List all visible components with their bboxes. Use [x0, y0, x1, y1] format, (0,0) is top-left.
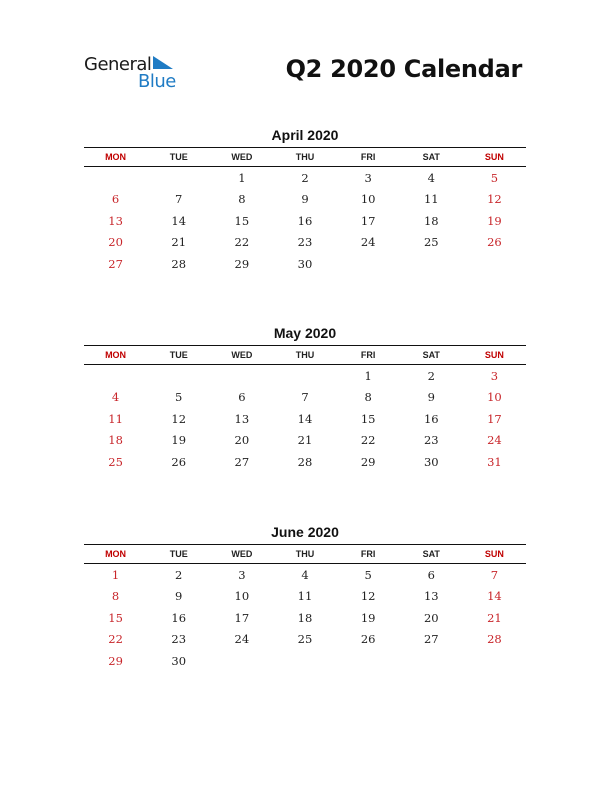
weekday-label: SUN	[484, 152, 504, 162]
day-cell: 30	[297, 256, 313, 271]
week-row	[84, 629, 526, 651]
day-cell: 2	[301, 170, 309, 185]
logo-triangle-icon	[153, 56, 173, 69]
day-grid	[84, 365, 526, 473]
day-cell: 11	[108, 411, 123, 426]
day-cell: 13	[423, 589, 439, 604]
day-cell: 16	[423, 411, 439, 426]
weekday-label: SUN	[484, 549, 504, 559]
weekday-label: FRI	[360, 549, 376, 559]
week-row	[84, 387, 526, 409]
day-cell: 12	[171, 411, 187, 426]
weekday-label: MON	[105, 549, 127, 559]
day-cell: 21	[171, 235, 187, 250]
day-cell: 10	[360, 192, 376, 207]
day-cell: 4	[301, 567, 309, 582]
day-cell: 25	[423, 235, 439, 250]
day-cell: 27	[234, 454, 250, 469]
weekday-label: THU	[295, 350, 315, 360]
logo	[84, 54, 179, 92]
day-cell: 18	[108, 433, 123, 448]
day-cell: 26	[171, 454, 187, 469]
day-cell: 5	[490, 170, 499, 185]
day-cell: 25	[108, 454, 123, 469]
day-cell: 13	[108, 213, 123, 228]
week-row	[84, 650, 526, 672]
weekday-label: TUE	[169, 152, 188, 162]
day-cell: 31	[487, 454, 502, 469]
weekday-label: SAT	[422, 549, 440, 559]
day-cell: 14	[487, 589, 502, 604]
weekday-label: SUN	[484, 350, 504, 360]
day-cell: 12	[360, 589, 376, 604]
logo-text-blue: Blue	[138, 71, 176, 92]
day-cell: 29	[360, 454, 376, 469]
day-cell: 3	[238, 567, 246, 582]
day-cell: 7	[490, 567, 499, 582]
day-cell: 13	[234, 411, 250, 426]
day-cell: 15	[360, 411, 376, 426]
day-cell: 2	[175, 567, 183, 582]
weekday-label: WED	[231, 152, 253, 162]
weekday-label: SAT	[422, 152, 440, 162]
day-cell: 11	[423, 192, 439, 207]
day-cell: 7	[175, 192, 183, 207]
month-block	[84, 521, 526, 672]
weekday-header	[84, 147, 526, 167]
day-cell: 29	[108, 653, 123, 668]
day-cell: 10	[487, 390, 502, 405]
day-cell: 26	[487, 235, 502, 250]
day-cell: 8	[111, 589, 120, 604]
day-cell: 14	[297, 411, 313, 426]
day-cell: 27	[108, 256, 123, 271]
day-cell: 19	[360, 610, 376, 625]
weekday-label: FRI	[360, 350, 376, 360]
day-cell: 1	[111, 567, 120, 582]
day-cell: 24	[234, 632, 250, 647]
day-grid	[84, 564, 526, 672]
day-cell: 23	[171, 632, 187, 647]
day-cell: 1	[238, 170, 246, 185]
day-cell: 15	[234, 213, 250, 228]
weekday-label: TUE	[169, 549, 188, 559]
day-cell: 16	[171, 610, 187, 625]
weekday-label: WED	[231, 350, 253, 360]
day-cell: 3	[364, 170, 372, 185]
weekday-header	[84, 345, 526, 365]
month-title: June 2020	[271, 524, 339, 540]
day-cell: 28	[297, 454, 313, 469]
day-cell: 4	[427, 170, 435, 185]
week-row	[84, 232, 526, 254]
weekday-label: MON	[105, 152, 127, 162]
weekday-label: WED	[231, 549, 253, 559]
day-cell: 8	[238, 192, 246, 207]
day-cell: 14	[171, 213, 187, 228]
day-grid	[84, 167, 526, 275]
week-row	[84, 451, 526, 473]
weekday-label: THU	[295, 152, 315, 162]
weekday-label: TUE	[169, 350, 188, 360]
week-row	[84, 564, 526, 586]
day-cell: 26	[360, 632, 376, 647]
day-cell: 22	[234, 235, 250, 250]
day-cell: 20	[234, 433, 250, 448]
day-cell: 28	[487, 632, 502, 647]
day-cell: 18	[423, 213, 439, 228]
day-cell: 27	[423, 632, 439, 647]
day-cell: 24	[360, 235, 376, 250]
day-cell: 5	[364, 567, 372, 582]
weekday-label: SAT	[422, 350, 440, 360]
page-title: Q2 2020 Calendar	[285, 55, 522, 83]
month-title: April 2020	[271, 127, 339, 143]
day-cell: 22	[108, 632, 123, 647]
day-cell: 9	[175, 589, 183, 604]
day-cell: 25	[297, 632, 313, 647]
day-cell: 17	[487, 411, 502, 426]
day-cell: 20	[108, 235, 123, 250]
day-cell: 7	[301, 390, 309, 405]
day-cell: 28	[171, 256, 187, 271]
weekday-label: THU	[295, 549, 315, 559]
day-cell: 11	[297, 589, 313, 604]
week-row	[84, 253, 526, 275]
day-cell: 6	[238, 390, 246, 405]
month-title: May 2020	[273, 325, 337, 341]
day-cell: 6	[111, 192, 120, 207]
day-cell: 22	[360, 433, 376, 448]
day-cell: 21	[297, 433, 313, 448]
day-cell: 17	[360, 213, 376, 228]
day-cell: 10	[234, 589, 250, 604]
day-cell: 1	[364, 368, 372, 383]
weekday-header	[84, 544, 526, 564]
week-row	[84, 210, 526, 232]
day-cell: 12	[487, 192, 502, 207]
day-cell: 24	[487, 433, 502, 448]
week-row	[84, 586, 526, 608]
day-cell: 9	[301, 192, 309, 207]
logo-text-general: General	[84, 54, 152, 75]
day-cell: 6	[427, 567, 435, 582]
week-row	[84, 430, 526, 452]
day-cell: 2	[427, 368, 435, 383]
day-cell: 19	[487, 213, 502, 228]
day-cell: 23	[297, 235, 313, 250]
day-cell: 3	[490, 368, 499, 383]
week-row	[84, 607, 526, 629]
day-cell: 4	[111, 390, 120, 405]
day-cell: 21	[487, 610, 502, 625]
day-cell: 16	[297, 213, 313, 228]
day-cell: 20	[423, 610, 439, 625]
day-cell: 30	[423, 454, 439, 469]
day-cell: 29	[234, 256, 250, 271]
weekday-label: FRI	[360, 152, 376, 162]
week-row	[84, 365, 526, 387]
week-row	[84, 189, 526, 211]
day-cell: 18	[297, 610, 313, 625]
week-row	[84, 408, 526, 430]
day-cell: 19	[171, 433, 187, 448]
day-cell: 23	[423, 433, 439, 448]
month-block	[84, 124, 526, 275]
day-cell: 15	[108, 610, 123, 625]
day-cell: 17	[234, 610, 250, 625]
day-cell: 5	[175, 390, 183, 405]
day-cell: 30	[171, 653, 187, 668]
month-block	[84, 322, 526, 473]
day-cell: 8	[364, 390, 372, 405]
day-cell: 9	[427, 390, 435, 405]
week-row	[84, 167, 526, 189]
weekday-label: MON	[105, 350, 127, 360]
